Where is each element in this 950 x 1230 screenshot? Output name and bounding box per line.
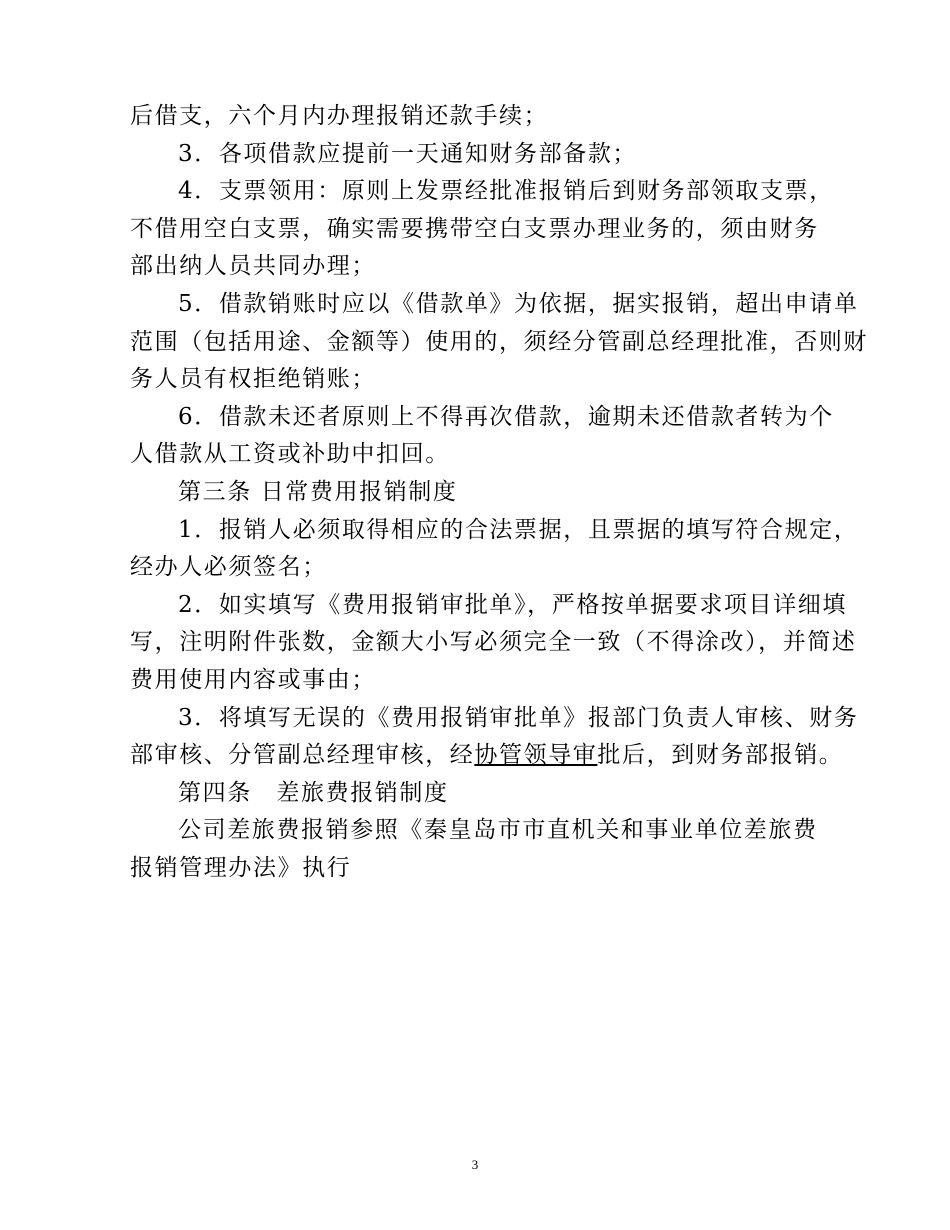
underlined-text: 协管领导审 [474,742,598,769]
text-line: 后借支，六个月内办理报销还款手续； [130,103,549,129]
text-line: 报销管理办法》执行 [130,854,352,881]
section-heading: 第四条 差旅费报销制度 [178,779,449,806]
text-line: 范围（包括用途、金额等）使用的，须经分管副总经理批准，否则财 [130,328,868,355]
text-segment: 批后，到财务部报销。 [597,742,844,769]
clause-item: 3．将填写无误的《费用报销审批单》报部门负责人审核、财务 [178,704,859,731]
text-line: 人借款从工资或补助中扣回。 [130,441,450,468]
clause-item: 1．报销人必须取得相应的合法票据，且票据的填写符合规定， [178,516,859,543]
clause-item: 4．支票领用：原则上发票经批准报销后到财务部领取支票， [178,178,834,205]
clause-item: 5．借款销账时应以《借款单》为依据，据实报销，超出申请单 [178,290,859,317]
text-segment: 部审核、分管副总经理审核，经 [130,742,475,769]
section-heading: 第三条 日常费用报销制度 [178,478,458,505]
text-line: 经办人必须签名； [130,554,327,581]
text-line: 务人员有权拒绝销账； [130,366,376,393]
clause-item: 2．如实填写《费用报销审批单》，严格按单据要求项目详细填 [178,591,847,618]
text-line: 写，注明附件张数，金额大小写必须完全一致（不得涂改），并简述 [130,629,857,656]
page-number: 3 [471,1157,479,1172]
clause-item: 3．各项借款应提前一天通知财务部备款； [178,140,638,167]
clause-item: 6．借款未还者原则上不得再次借款，逾期未还借款者转为个 [178,403,834,430]
text-line: 费用使用内容或事由； [130,666,376,693]
document-body [130,98,868,887]
text-line: 部出纳人员共同办理； [130,253,376,280]
text-line: 不借用空白支票，确实需要携带空白支票办理业务的，须由财务 [130,215,819,242]
paragraph-line: 公司差旅费报销参照《秦皇岛市市直机关和事业单位差旅费 [178,817,818,844]
text-line [130,737,844,775]
